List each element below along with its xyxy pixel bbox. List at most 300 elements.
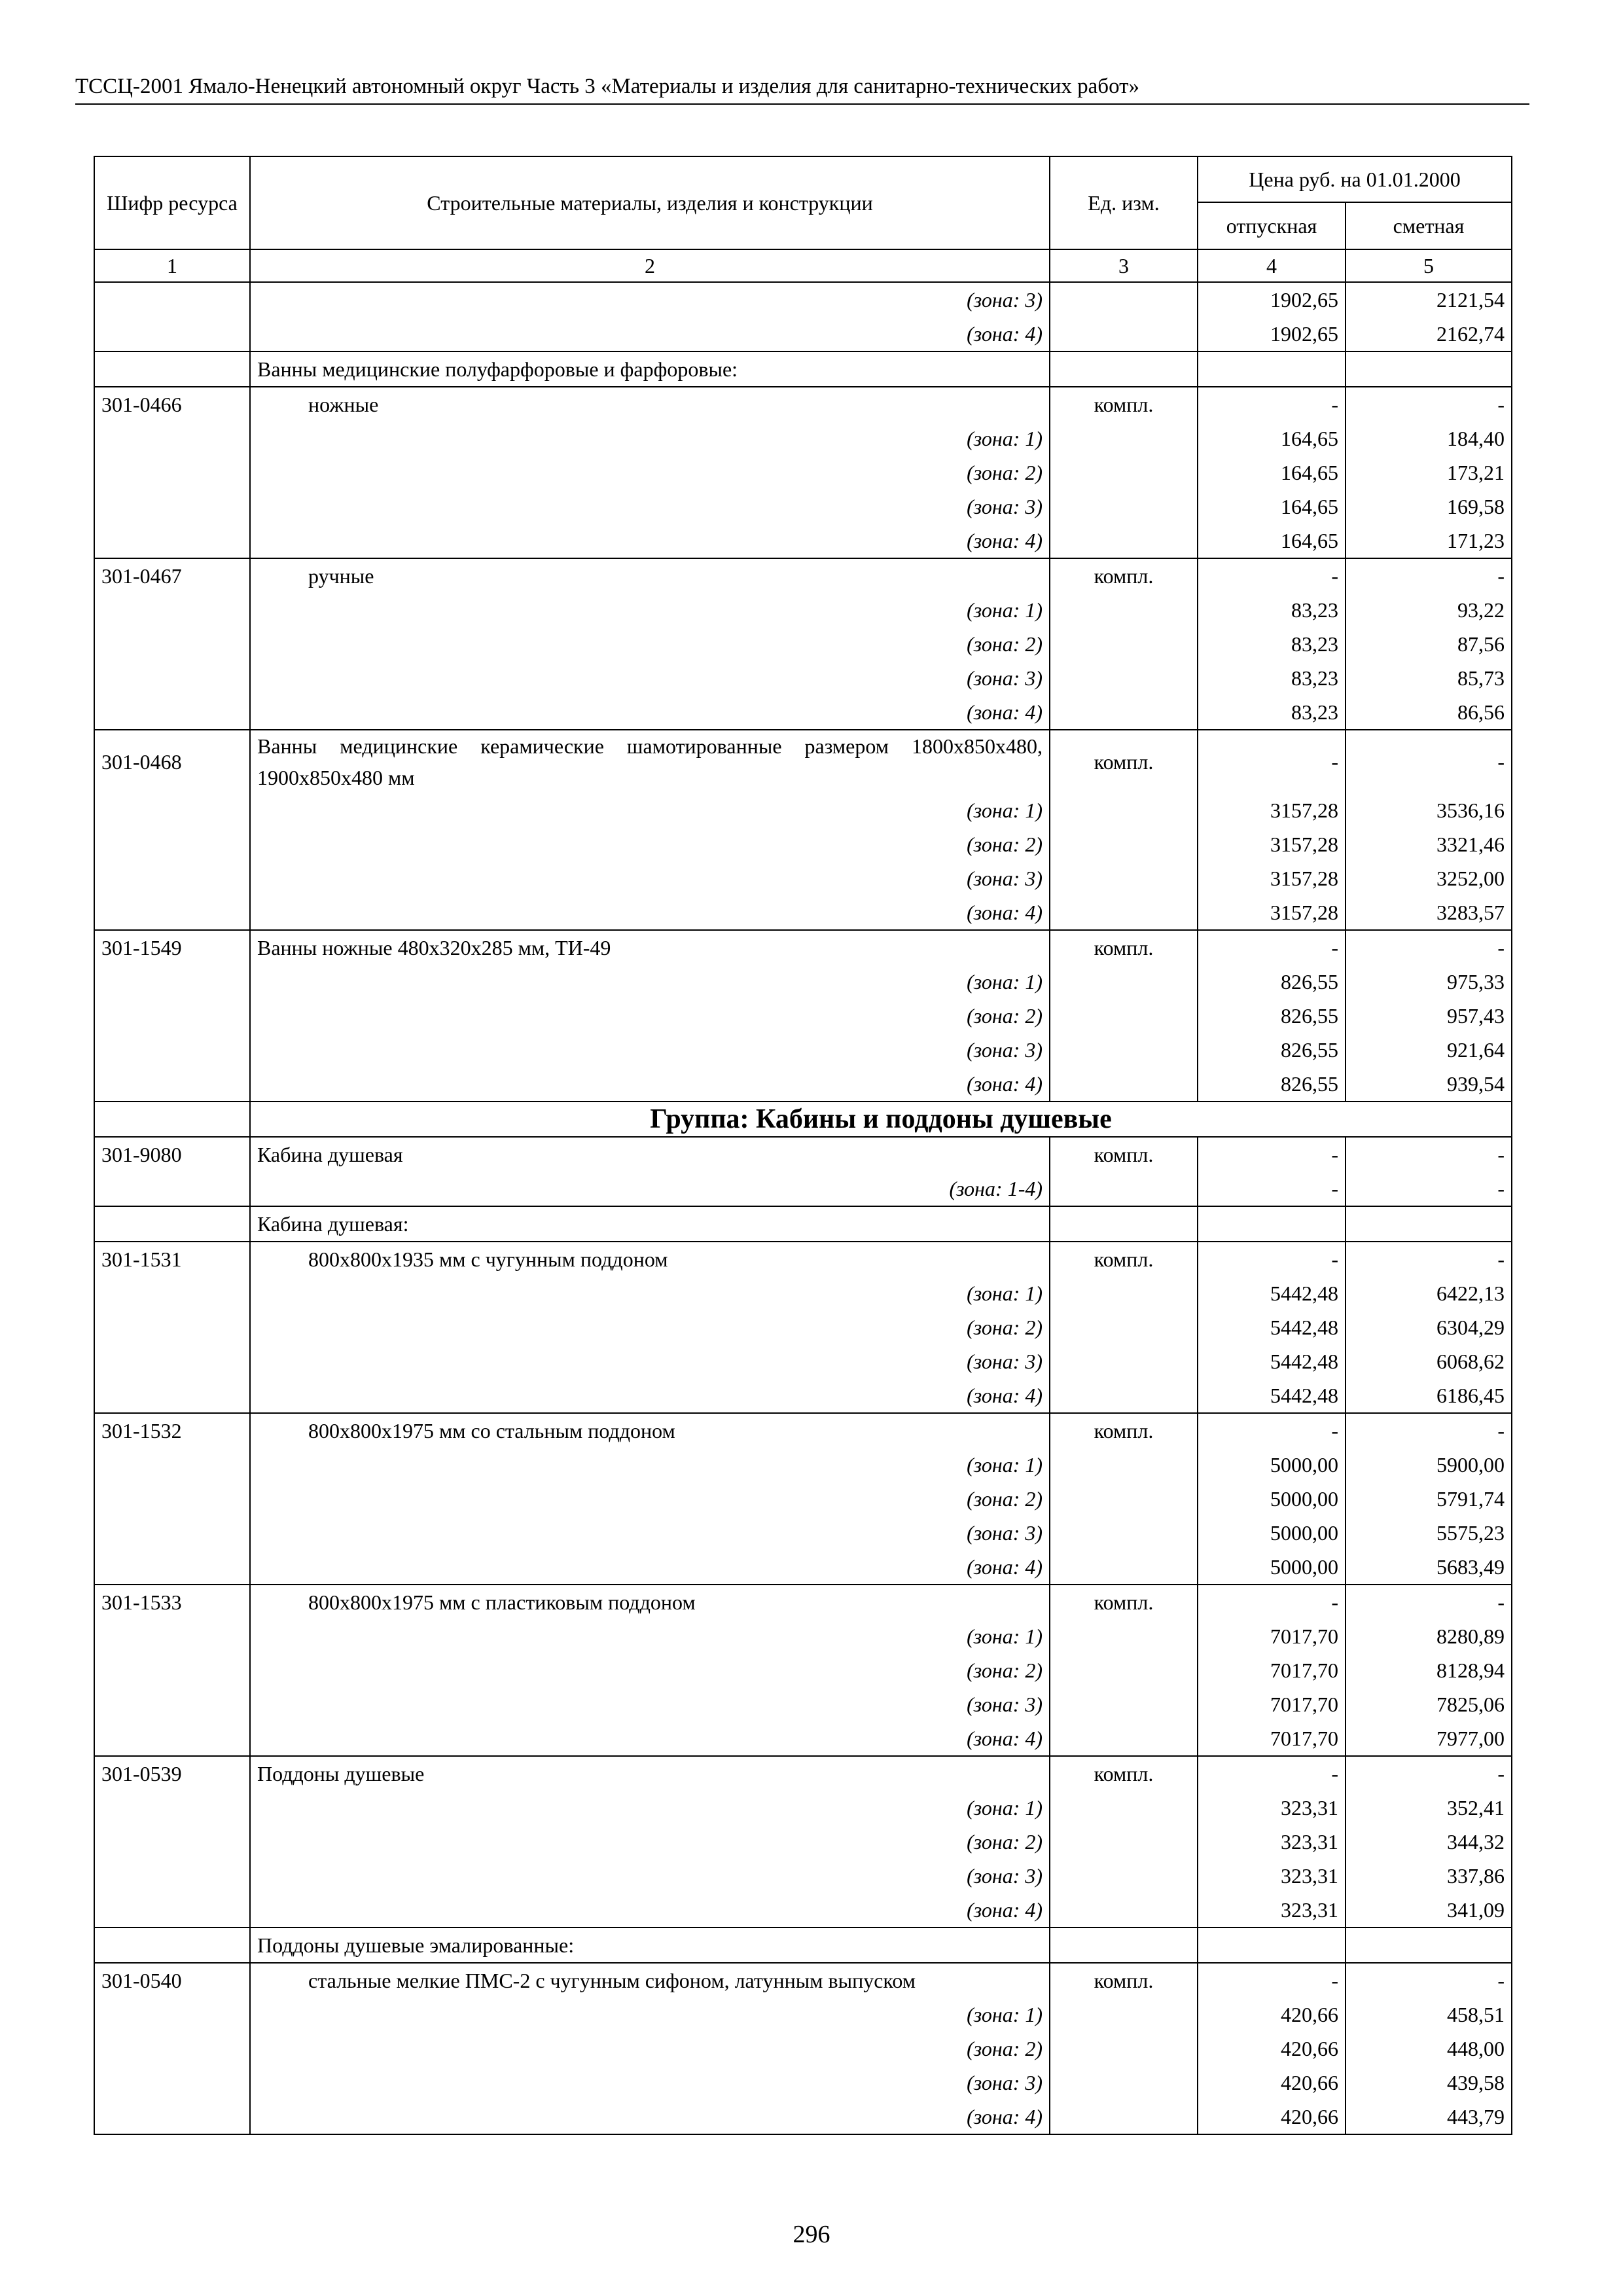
zone-label: (зона: 2) [250, 627, 1050, 661]
table-row [94, 387, 1512, 422]
release-price: 5442,48 [1198, 1310, 1346, 1344]
unit-cell [1050, 1378, 1198, 1413]
resource-code: 301-0539 [94, 1756, 250, 1791]
unit-cell [1050, 1516, 1198, 1550]
estimate-price: - [1346, 930, 1512, 965]
resource-code [94, 593, 250, 627]
release-price: - [1198, 930, 1346, 965]
estimate-price: 3536,16 [1346, 793, 1512, 827]
table-row [94, 2100, 1512, 2134]
resource-code [94, 1550, 250, 1585]
estimate-price: 341,09 [1346, 1893, 1512, 1928]
unit-cell [1050, 965, 1198, 999]
zone-label: (зона: 4) [250, 895, 1050, 930]
resource-code [94, 793, 250, 827]
zone-label: (зона: 4) [250, 1550, 1050, 1585]
resource-code [94, 2066, 250, 2100]
resource-code [94, 1102, 250, 1137]
release-price: - [1198, 1137, 1346, 1172]
unit-cell [1050, 999, 1198, 1033]
estimate-price: - [1346, 730, 1512, 793]
table-row [94, 930, 1512, 965]
zone-label: (зона: 3) [250, 490, 1050, 524]
release-price: 323,31 [1198, 1893, 1346, 1928]
release-price: 420,66 [1198, 1998, 1346, 2032]
estimate-price: - [1346, 387, 1512, 422]
unit-cell [1050, 1276, 1198, 1310]
unit-cell: компл. [1050, 1963, 1198, 1998]
zone-label: (зона: 1) [250, 422, 1050, 456]
release-price: 5000,00 [1198, 1516, 1346, 1550]
unit-cell: компл. [1050, 558, 1198, 593]
release-price: 826,55 [1198, 999, 1346, 1033]
material-name: Ванны медицинские керамические шамотированные размером 1800х850х480, 1900х850х480 мм [250, 730, 1050, 793]
material-name: Ванны ножные 480х320х285 мм, ТИ-49 [250, 930, 1050, 965]
unit-cell [1050, 490, 1198, 524]
estimate-price: 352,41 [1346, 1791, 1512, 1825]
resource-code [94, 1276, 250, 1310]
unit-cell [1050, 1033, 1198, 1067]
material-name: Ванны медицинские полуфарфоровые и фарфоровые: [250, 351, 1050, 387]
resource-code [94, 1344, 250, 1378]
header-release-price: отпускная [1198, 202, 1346, 249]
resource-code [94, 317, 250, 351]
unit-cell [1050, 351, 1198, 387]
unit-cell [1050, 1928, 1198, 1963]
zone-label: (зона: 3) [250, 1033, 1050, 1067]
estimate-price: 6186,45 [1346, 1378, 1512, 1413]
unit-cell [1050, 2066, 1198, 2100]
table-row [94, 1482, 1512, 1516]
estimate-price: 173,21 [1346, 456, 1512, 490]
release-price [1198, 1928, 1346, 1963]
resource-code [94, 999, 250, 1033]
release-price: 7017,70 [1198, 1653, 1346, 1687]
estimate-price: 439,58 [1346, 2066, 1512, 2100]
column-number: 4 [1198, 249, 1346, 282]
unit-cell [1050, 1619, 1198, 1653]
release-price: 5442,48 [1198, 1344, 1346, 1378]
release-price [1198, 1206, 1346, 1242]
release-price: 164,65 [1198, 490, 1346, 524]
release-price: 3157,28 [1198, 827, 1346, 861]
zone-label: (зона: 2) [250, 1653, 1050, 1687]
material-name: ручные [250, 558, 1050, 593]
estimate-price: 2162,74 [1346, 317, 1512, 351]
unit-cell [1050, 1067, 1198, 1102]
table-row [94, 1550, 1512, 1585]
resource-code [94, 422, 250, 456]
unit-cell [1050, 861, 1198, 895]
estimate-price: 939,54 [1346, 1067, 1512, 1102]
estimate-price: - [1346, 1585, 1512, 1619]
release-price: - [1198, 558, 1346, 593]
zone-label: (зона: 4) [250, 695, 1050, 730]
estimate-price: - [1346, 1756, 1512, 1791]
resource-code [94, 695, 250, 730]
resource-code: 301-0468 [94, 730, 250, 793]
unit-cell [1050, 524, 1198, 558]
estimate-price: 3321,46 [1346, 827, 1512, 861]
zone-label: (зона: 1) [250, 1791, 1050, 1825]
table-row [94, 999, 1512, 1033]
unit-cell [1050, 1825, 1198, 1859]
resource-code [94, 1893, 250, 1928]
page-number: 296 [793, 2221, 830, 2248]
release-price: 83,23 [1198, 627, 1346, 661]
release-price [1198, 351, 1346, 387]
resource-code [94, 1825, 250, 1859]
estimate-price: 8280,89 [1346, 1619, 1512, 1653]
unit-cell [1050, 827, 1198, 861]
release-price: 323,31 [1198, 1859, 1346, 1893]
table-row [94, 827, 1512, 861]
release-price: 7017,70 [1198, 1619, 1346, 1653]
table-row [94, 695, 1512, 730]
zone-label: (зона: 1) [250, 593, 1050, 627]
resource-code [94, 627, 250, 661]
estimate-price: 184,40 [1346, 422, 1512, 456]
zone-label: (зона: 1) [250, 1619, 1050, 1653]
zone-label: (зона: 2) [250, 2032, 1050, 2066]
resource-code [94, 1033, 250, 1067]
table-row [94, 1721, 1512, 1756]
estimate-price: 7977,00 [1346, 1721, 1512, 1756]
zone-label: (зона: 3) [250, 861, 1050, 895]
table-row [94, 593, 1512, 627]
estimate-price: 169,58 [1346, 490, 1512, 524]
release-price: 5442,48 [1198, 1276, 1346, 1310]
table-row [94, 1067, 1512, 1102]
table-row [94, 1756, 1512, 1791]
group-row [94, 1102, 1512, 1137]
unit-cell [1050, 1310, 1198, 1344]
zone-label: (зона: 4) [250, 317, 1050, 351]
unit-cell [1050, 1721, 1198, 1756]
resource-code [94, 1067, 250, 1102]
table-row [94, 661, 1512, 695]
unit-cell [1050, 793, 1198, 827]
table-row [94, 1687, 1512, 1721]
resource-code [94, 827, 250, 861]
estimate-price: 3252,00 [1346, 861, 1512, 895]
table-row [94, 351, 1512, 387]
resource-code [94, 1619, 250, 1653]
estimate-price: - [1346, 1137, 1512, 1172]
zone-label: (зона: 2) [250, 456, 1050, 490]
resource-code [94, 1448, 250, 1482]
unit-cell [1050, 593, 1198, 627]
release-price: 3157,28 [1198, 793, 1346, 827]
estimate-price: 171,23 [1346, 524, 1512, 558]
table-row [94, 422, 1512, 456]
release-price: - [1198, 1172, 1346, 1206]
release-price: 164,65 [1198, 422, 1346, 456]
column-number: 1 [94, 249, 250, 282]
table-row [94, 1276, 1512, 1310]
group-title: Группа: Кабины и поддоны душевые [250, 1102, 1512, 1137]
release-price: 826,55 [1198, 965, 1346, 999]
material-name: Поддоны душевые [250, 1756, 1050, 1791]
unit-cell [1050, 1448, 1198, 1482]
estimate-price: 921,64 [1346, 1033, 1512, 1067]
zone-label: (зона: 4) [250, 524, 1050, 558]
resource-code [94, 1482, 250, 1516]
resource-code: 301-1532 [94, 1413, 250, 1448]
estimate-price: 448,00 [1346, 2032, 1512, 2066]
price-table [94, 156, 1512, 2135]
zone-label: (зона: 3) [250, 1516, 1050, 1550]
estimate-price [1346, 1928, 1512, 1963]
release-price: 3157,28 [1198, 895, 1346, 930]
unit-cell: компл. [1050, 1413, 1198, 1448]
resource-code: 301-0466 [94, 387, 250, 422]
release-price: 164,65 [1198, 456, 1346, 490]
table-row [94, 1653, 1512, 1687]
estimate-price: 344,32 [1346, 1825, 1512, 1859]
release-price: 420,66 [1198, 2066, 1346, 2100]
table-row [94, 2066, 1512, 2100]
resource-code: 301-1549 [94, 930, 250, 965]
estimate-price: 458,51 [1346, 1998, 1512, 2032]
estimate-price: 2121,54 [1346, 282, 1512, 317]
release-price: - [1198, 1242, 1346, 1276]
release-price: 826,55 [1198, 1033, 1346, 1067]
unit-cell [1050, 1791, 1198, 1825]
release-price: 83,23 [1198, 593, 1346, 627]
material-name: Поддоны душевые эмалированные: [250, 1928, 1050, 1963]
table-row [94, 1378, 1512, 1413]
estimate-price: 3283,57 [1346, 895, 1512, 930]
release-price: 1902,65 [1198, 282, 1346, 317]
estimate-price: 7825,06 [1346, 1687, 1512, 1721]
resource-code [94, 895, 250, 930]
table-row [94, 730, 1512, 793]
estimate-price: - [1346, 558, 1512, 593]
release-price: 7017,70 [1198, 1687, 1346, 1721]
zone-label: (зона: 1) [250, 965, 1050, 999]
release-price: 3157,28 [1198, 861, 1346, 895]
unit-cell [1050, 317, 1198, 351]
material-name: 800х800х1975 мм с пластиковым поддоном [250, 1585, 1050, 1619]
table-row [94, 1413, 1512, 1448]
table-row [94, 2032, 1512, 2066]
unit-cell [1050, 2032, 1198, 2066]
zone-label: (зона: 2) [250, 1825, 1050, 1859]
estimate-price: 5900,00 [1346, 1448, 1512, 1482]
resource-code [94, 456, 250, 490]
release-price: 323,31 [1198, 1825, 1346, 1859]
estimate-price: 5575,23 [1346, 1516, 1512, 1550]
resource-code [94, 661, 250, 695]
zone-label: (зона: 2) [250, 827, 1050, 861]
header-name: Строительные материалы, изделия и конструкции [250, 156, 1050, 249]
table-row [94, 1137, 1512, 1172]
zone-label: (зона: 1-4) [250, 1172, 1050, 1206]
table-row [94, 1859, 1512, 1893]
resource-code [94, 524, 250, 558]
zone-label: (зона: 3) [250, 282, 1050, 317]
zone-label: (зона: 3) [250, 1859, 1050, 1893]
unit-cell: компл. [1050, 730, 1198, 793]
estimate-price: 86,56 [1346, 695, 1512, 730]
zone-label: (зона: 4) [250, 1893, 1050, 1928]
unit-cell [1050, 1687, 1198, 1721]
table-row [94, 1585, 1512, 1619]
release-price: 5442,48 [1198, 1378, 1346, 1413]
zone-label: (зона: 2) [250, 1482, 1050, 1516]
resource-code [94, 1653, 250, 1687]
unit-cell: компл. [1050, 930, 1198, 965]
table-row [94, 1928, 1512, 1963]
release-price: - [1198, 1963, 1346, 1998]
table-row [94, 1344, 1512, 1378]
resource-code [94, 1791, 250, 1825]
estimate-price: - [1346, 1242, 1512, 1276]
table-row [94, 1206, 1512, 1242]
table-row [94, 1893, 1512, 1928]
table-row [94, 1448, 1512, 1482]
resource-code [94, 1206, 250, 1242]
resource-code [94, 2100, 250, 2134]
table-row [94, 456, 1512, 490]
estimate-price: 6304,29 [1346, 1310, 1512, 1344]
release-price: - [1198, 730, 1346, 793]
column-number: 5 [1346, 249, 1512, 282]
resource-code: 301-1531 [94, 1242, 250, 1276]
unit-cell [1050, 1344, 1198, 1378]
unit-cell [1050, 1172, 1198, 1206]
resource-code [94, 351, 250, 387]
estimate-price: - [1346, 1172, 1512, 1206]
header-code: Шифр ресурса [94, 156, 250, 249]
column-number: 2 [250, 249, 1050, 282]
document-header: ТССЦ-2001 Ямало-Ненецкий автономный округ Часть 3 «Материалы и изделия для санитарно-технических работ» [75, 73, 1529, 105]
estimate-price: - [1346, 1413, 1512, 1448]
header-estimate-price: сметная [1346, 202, 1512, 249]
release-price: 164,65 [1198, 524, 1346, 558]
estimate-price: 5791,74 [1346, 1482, 1512, 1516]
unit-cell [1050, 1206, 1198, 1242]
table-row [94, 558, 1512, 593]
unit-cell [1050, 661, 1198, 695]
zone-label: (зона: 4) [250, 1378, 1050, 1413]
resource-code [94, 1516, 250, 1550]
unit-cell [1050, 456, 1198, 490]
estimate-price: 8128,94 [1346, 1653, 1512, 1687]
resource-code [94, 1687, 250, 1721]
material-name: ножные [250, 387, 1050, 422]
estimate-price [1346, 351, 1512, 387]
release-price: 420,66 [1198, 2100, 1346, 2134]
release-price: 7017,70 [1198, 1721, 1346, 1756]
unit-cell [1050, 627, 1198, 661]
resource-code [94, 965, 250, 999]
resource-code: 301-0540 [94, 1963, 250, 1998]
unit-cell [1050, 1653, 1198, 1687]
estimate-price: - [1346, 1963, 1512, 1998]
unit-cell [1050, 1482, 1198, 1516]
resource-code [94, 1859, 250, 1893]
material-name: 800х800х1975 мм со стальным поддоном [250, 1413, 1050, 1448]
table-body [94, 282, 1512, 2134]
unit-cell: компл. [1050, 387, 1198, 422]
zone-label: (зона: 1) [250, 1276, 1050, 1310]
estimate-price: 87,56 [1346, 627, 1512, 661]
table-row [94, 1242, 1512, 1276]
resource-code [94, 282, 250, 317]
estimate-price: 957,43 [1346, 999, 1512, 1033]
unit-cell: компл. [1050, 1585, 1198, 1619]
unit-cell: компл. [1050, 1137, 1198, 1172]
release-price: 83,23 [1198, 695, 1346, 730]
estimate-price: 337,86 [1346, 1859, 1512, 1893]
table-row [94, 861, 1512, 895]
table-row [94, 1619, 1512, 1653]
release-price: 5000,00 [1198, 1482, 1346, 1516]
estimate-price: 5683,49 [1346, 1550, 1512, 1585]
material-name: стальные мелкие ПМС-2 с чугунным сифоном, латунным выпуском [250, 1963, 1050, 1998]
release-price: - [1198, 1756, 1346, 1791]
unit-cell [1050, 1859, 1198, 1893]
estimate-price: 6068,62 [1346, 1344, 1512, 1378]
estimate-price: 93,22 [1346, 593, 1512, 627]
table-row [94, 965, 1512, 999]
unit-cell [1050, 1998, 1198, 2032]
unit-cell [1050, 895, 1198, 930]
zone-label: (зона: 4) [250, 2100, 1050, 2134]
resource-code [94, 1310, 250, 1344]
unit-cell [1050, 422, 1198, 456]
estimate-price [1346, 1206, 1512, 1242]
header-unit: Ед. изм. [1050, 156, 1198, 249]
table-header-row [94, 156, 1512, 202]
table-row [94, 282, 1512, 317]
unit-cell: компл. [1050, 1756, 1198, 1791]
unit-cell [1050, 1893, 1198, 1928]
zone-label: (зона: 1) [250, 1448, 1050, 1482]
column-number: 3 [1050, 249, 1198, 282]
zone-label: (зона: 4) [250, 1067, 1050, 1102]
resource-code [94, 490, 250, 524]
unit-cell: компл. [1050, 1242, 1198, 1276]
zone-label: (зона: 4) [250, 1721, 1050, 1756]
release-price: 5000,00 [1198, 1448, 1346, 1482]
resource-code [94, 1172, 250, 1206]
table-row [94, 1172, 1512, 1206]
resource-code [94, 1998, 250, 2032]
resource-code: 301-0467 [94, 558, 250, 593]
resource-code [94, 861, 250, 895]
table-row [94, 1516, 1512, 1550]
zone-label: (зона: 2) [250, 999, 1050, 1033]
column-number-row [94, 249, 1512, 282]
table-row [94, 1998, 1512, 2032]
estimate-price: 6422,13 [1346, 1276, 1512, 1310]
release-price: 420,66 [1198, 2032, 1346, 2066]
material-name: Кабина душевая: [250, 1206, 1050, 1242]
resource-code [94, 1378, 250, 1413]
table-row [94, 793, 1512, 827]
resource-code: 301-1533 [94, 1585, 250, 1619]
unit-cell [1050, 282, 1198, 317]
zone-label: (зона: 3) [250, 2066, 1050, 2100]
unit-cell [1050, 1550, 1198, 1585]
release-price: 826,55 [1198, 1067, 1346, 1102]
release-price: 1902,65 [1198, 317, 1346, 351]
table-row [94, 1825, 1512, 1859]
table-row [94, 317, 1512, 351]
